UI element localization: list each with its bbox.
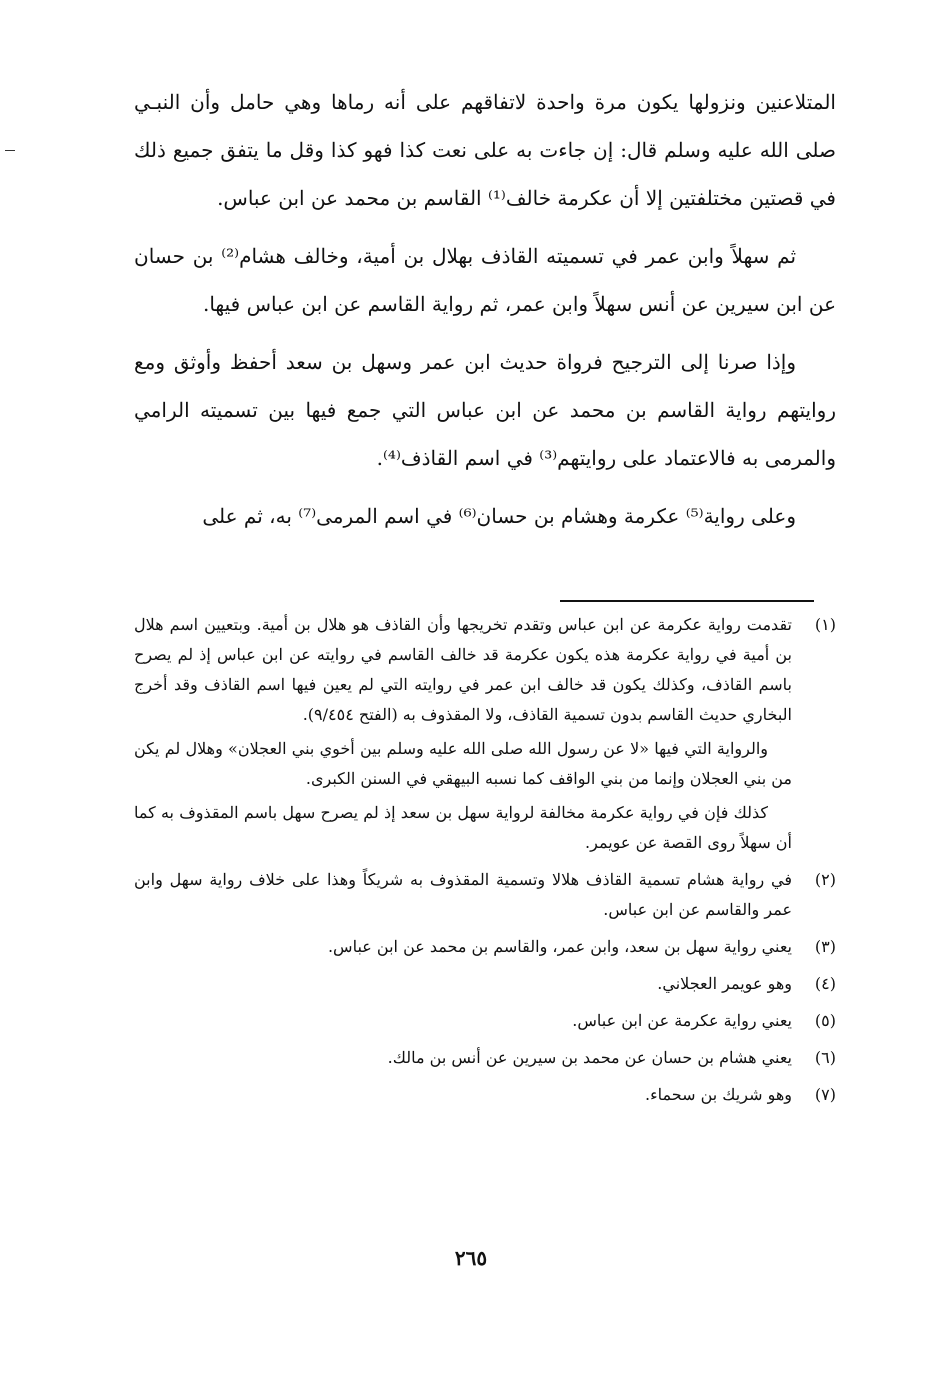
footnote-3 [134, 932, 836, 966]
footnote-7 [134, 1080, 836, 1114]
footnote-number: (١) [814, 615, 836, 634]
footnote-number: (٦) [814, 1048, 836, 1067]
footnote-paragraph: والرواية التي فيها «لا عن رسول الله صلى الله عليه وسلم بين أخوي بني العجلان» وهلال لم يكن من بني العجلان وإنما من بني الواقف كما نسبه البيهقي في السنن الكبرى. [134, 739, 792, 788]
footnote-text [134, 969, 792, 1003]
footnote-5 [134, 1006, 836, 1040]
footnote-1 [134, 610, 836, 862]
footnote-text [134, 1006, 792, 1040]
body-paragraph: وعلى رواية⁽⁵⁾ عكرمة وهشام بن حسان⁽⁶⁾ في اسم المرمى⁽⁷⁾ به، ثم على [202, 504, 796, 528]
footnote-paragraph: وهو شريك بن سحماء. [645, 1085, 792, 1104]
footnote-paragraph: يعني رواية عكرمة عن ابن عباس. [572, 1011, 792, 1030]
body-paragraph: المتلاعنين ونزولها يكون مرة واحدة لاتفاقهم على أنه رماها وهي حامل وأن النبـي صلى الله عليه وسلم قال: إن جاءت به على نعت كذا فهو كذا وقل ما يتفق جميع ذلك في قصتين مختلفتين إلا أن عكرمة خالف⁽¹⁾ القاسم بن محمد عن ابن عباس. [134, 90, 836, 210]
footnote-paragraph: كذلك فإن في رواية عكرمة مخالفة لرواية سهل بن سعد إذ لم يصرح سهل باسم المقذوف به كما أن سهلاً روى القصة عن عويمر. [134, 803, 792, 852]
footnote-text [134, 865, 792, 929]
footnote-6 [134, 1043, 836, 1077]
body-paragraph: وإذا صرنا إلى الترجيح فرواة حديث ابن عمر وسهل بن سعد أحفظ وأوثق ومع روايتهم رواية القاسم بن محمد عن ابن عباس التي جمع فيها بين تسميته الرامي والمرمى به فالاعتماد على روايتهم⁽³⁾ في اسم القاذف⁽⁴⁾. [134, 350, 836, 470]
footnote-number: (٢) [814, 870, 836, 889]
footnote-separator [560, 600, 814, 602]
body-paragraph: ثم سهلاً وابن عمر في تسميته القاذف بهلال بن أمية، وخالف هشام⁽²⁾ بن حسان عن ابن سيرين عن أنس سهلاً وابن عمر، ثم رواية القاسم عن ابن عباس فيها. [134, 244, 836, 316]
footnote-number: (٤) [814, 974, 836, 993]
footnote-4 [134, 969, 836, 1003]
footnote-text [134, 932, 792, 966]
footnote-paragraph: تقدمت رواية عكرمة عن ابن عباس وتقدم تخريجها وأن القاذف هو هلال بن أمية. وبتعيين اسم هلال بن أمية في رواية عكرمة هذه يكون عكرمة قد خالف القاسم في روايته عن ابن عباس إذ لم يصرح باسم القاذف، وكذلك يكون قد خالف ابن عمر في روايته التي لم يعين فيها اسم القاذف وقد أخرج البخاري حديث القاسم بدون تسمية القاذف، ولا المقذوف به (الفتح ٩/٤٥٤). [134, 615, 792, 724]
footnote-2 [134, 865, 836, 929]
footnote-text [134, 1043, 792, 1077]
main-text [134, 78, 836, 550]
footnote-paragraph: وهو عويمر العجلاني. [657, 974, 792, 993]
footnote-number: (٣) [814, 937, 836, 956]
footnotes [134, 610, 836, 1117]
footnote-paragraph: يعني رواية سهل بن سعد، وابن عمر، والقاسم بن محمد عن ابن عباس. [327, 937, 792, 956]
footnote-text [134, 1080, 792, 1114]
footnote-paragraph: يعني هشام بن حسان عن محمد بن سيرين عن أنس بن مالك. [387, 1048, 792, 1067]
page-number: ٢٦٥ [454, 1246, 488, 1270]
footnote-text [134, 610, 792, 862]
footnote-number: (٥) [814, 1011, 836, 1030]
margin-mark [5, 150, 15, 151]
footnote-paragraph: في رواية هشام تسمية القاذف هلالا وتسمية المقذوف به شريكاً وهذا على خلاف رواية سهل وابن عمر والقاسم عن ابن عباس. [134, 870, 792, 919]
footnote-number: (٧) [814, 1085, 836, 1104]
